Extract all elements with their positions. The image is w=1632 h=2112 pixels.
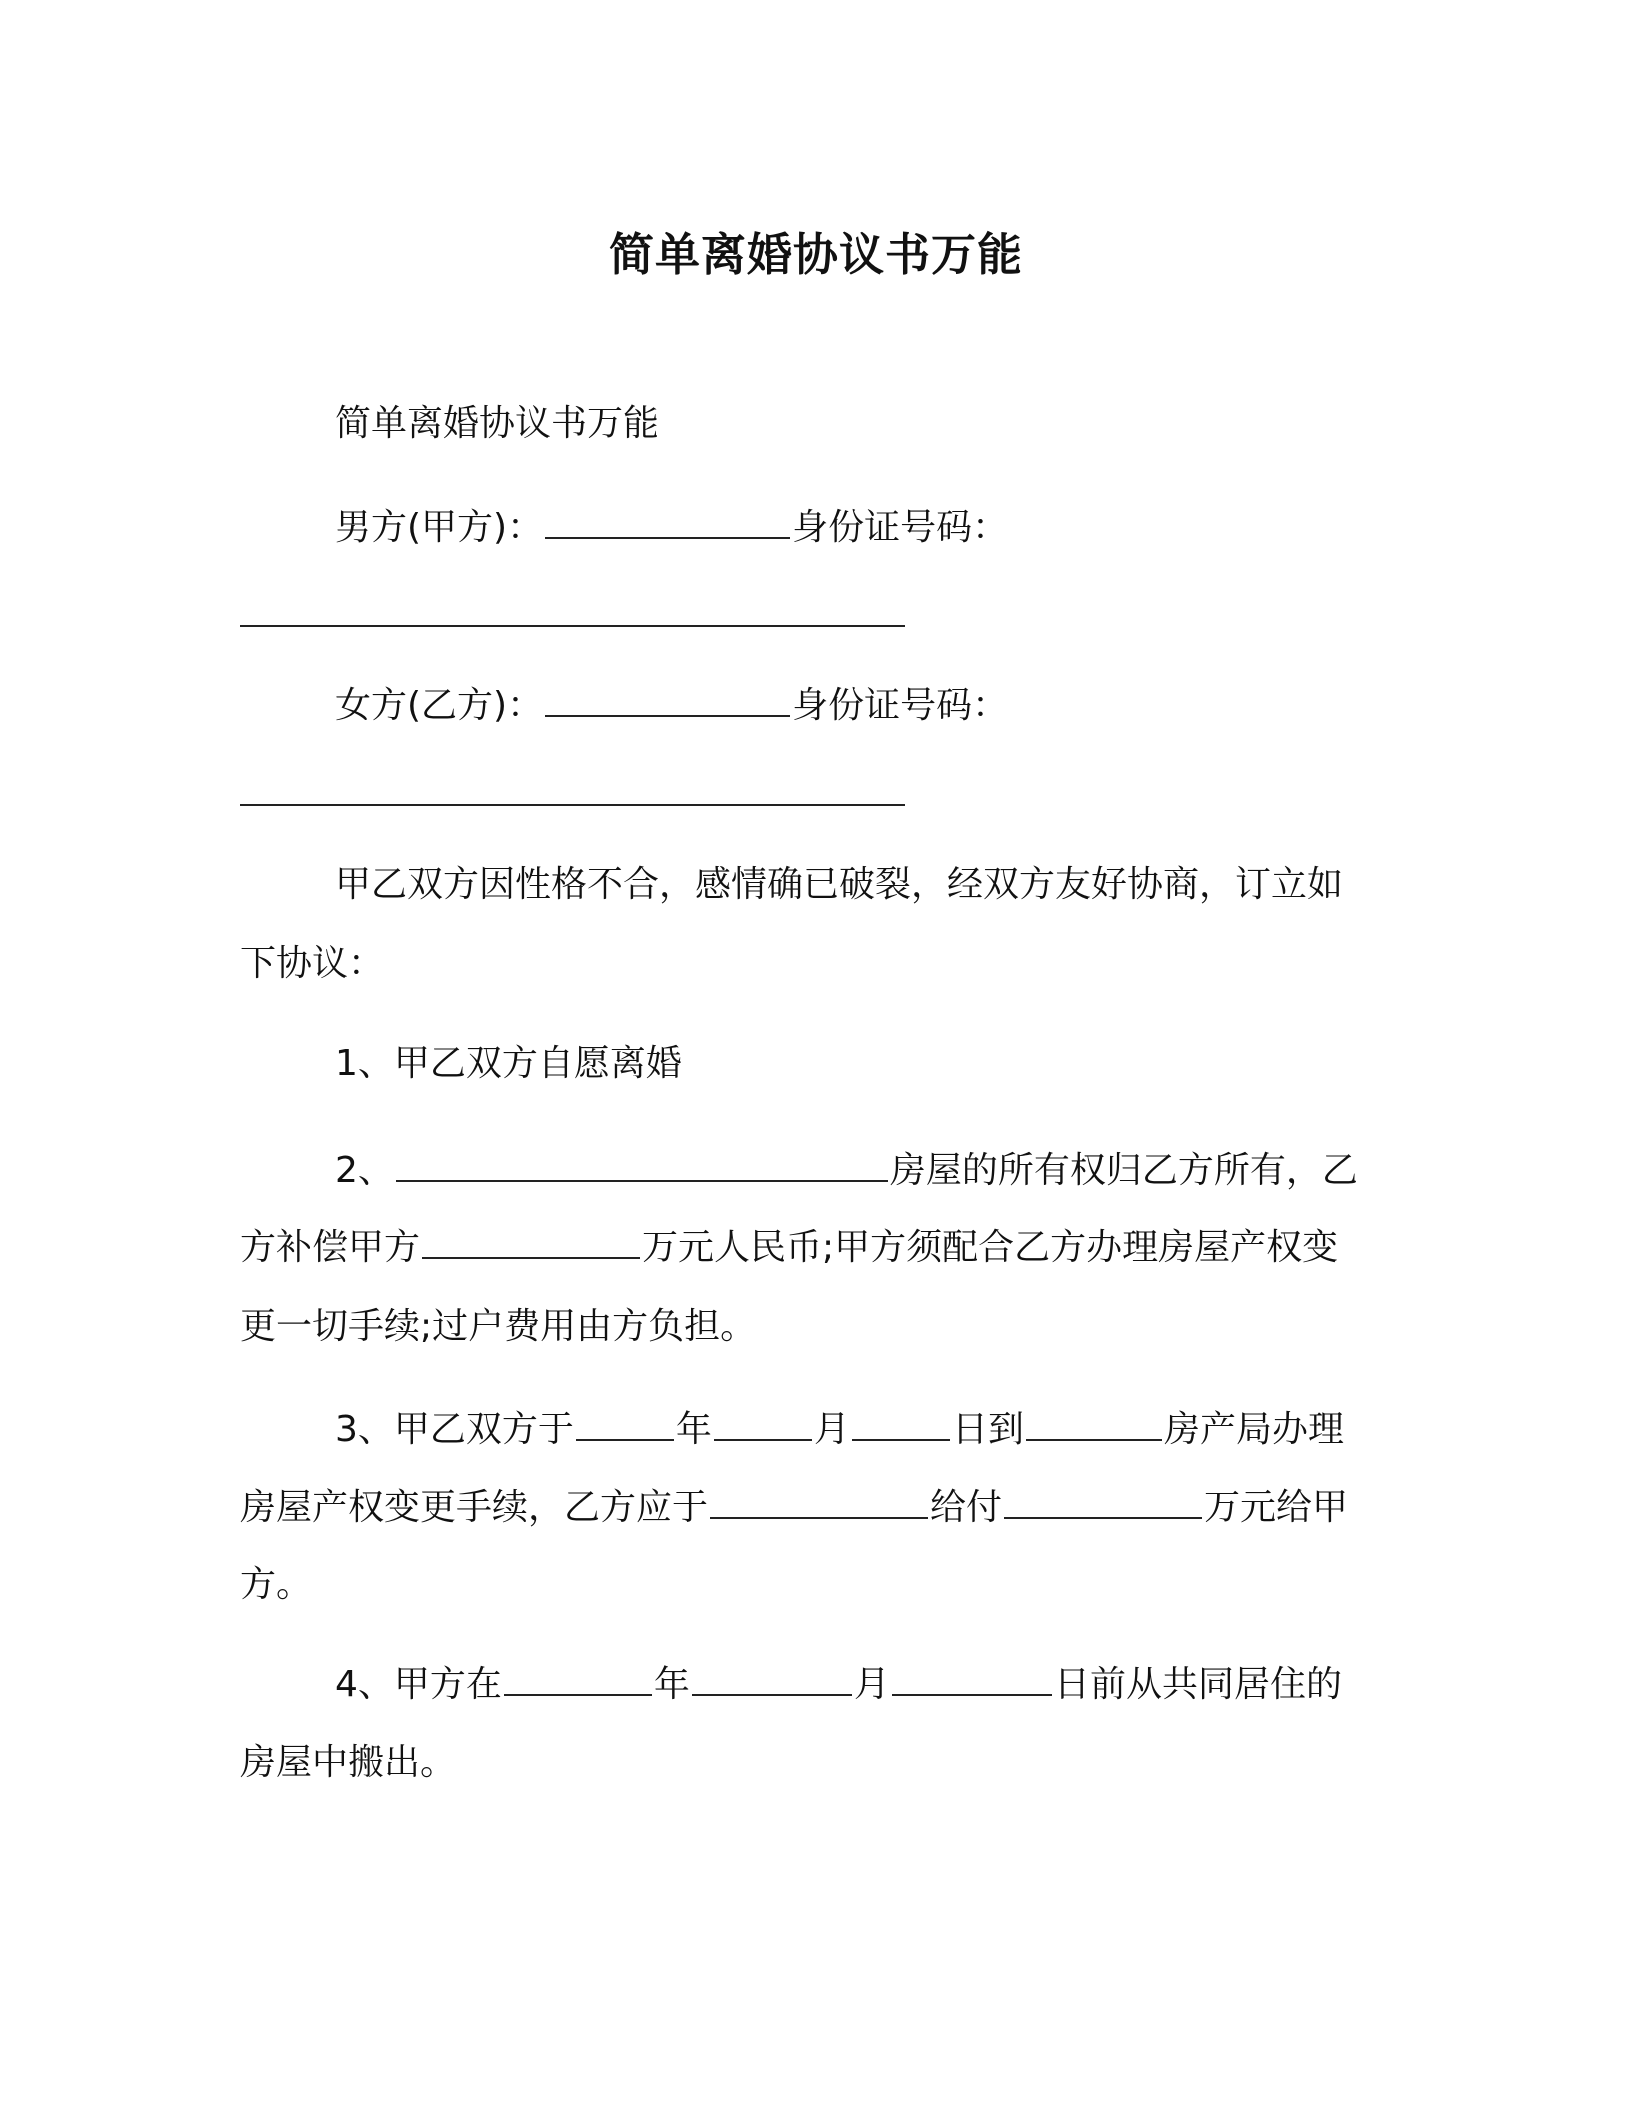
clause-4-month-blank [692,1660,852,1696]
clause-4-line-1 [240,1645,1480,1724]
house-blank [396,1146,888,1182]
clause-3-prefix: 3、甲乙双方于 [335,1409,574,1450]
clause-3-bureau: 房产局办理 [1163,1409,1344,1450]
clause-3-bureau-blank [1026,1405,1162,1441]
clause-2-part1: 房屋的所有权归乙方所有，乙 [889,1150,1358,1191]
clause-3-amount: 万元给甲 [1204,1487,1349,1528]
clause-2-line-2 [240,1208,1385,1287]
preamble-line-1: 甲乙双方因性格不合，感情确已破裂，经双方友好协商，订立如 [335,864,1344,905]
document-title: 简单离婚协议书万能 [608,228,1023,281]
female-id-blank [240,804,905,806]
clause-3-pay: 给付 [930,1487,1003,1528]
clause-2-line-3: 更一切手续;过户费用由方负担。 [240,1306,757,1347]
clause-3-amount-blank [1004,1483,1202,1519]
female-name-blank [545,681,790,717]
clause-4-suffix: 日前从共同居住的 [1053,1664,1342,1705]
clause-3-day-blank [852,1405,950,1441]
clause-2-part3: 万元人民币;甲方须配合乙方办理房屋产权变 [642,1227,1339,1268]
female-party-line [240,666,1480,745]
clause-3-part2: 房屋产权变更手续，乙方应于 [240,1487,709,1528]
clause-4-line-2: 房屋中搬出。 [240,1742,457,1783]
clause-4-prefix: 4、甲方在 [335,1664,502,1705]
male-party-label: 男方(甲方)： [335,507,544,548]
clause-3-line-2 [240,1468,1385,1547]
clause-3-date-blank [710,1483,928,1519]
document-subtitle: 简单离婚协议书万能 [335,403,660,444]
clause-2-part2: 方补偿甲方 [240,1227,421,1268]
clause-4-day-blank [892,1660,1052,1696]
clause-4-month: 月 [853,1664,890,1705]
clause-1: 1、甲乙双方自愿离婚 [335,1043,682,1084]
male-id-blank [240,625,905,627]
clause-2-prefix: 2、 [335,1150,394,1191]
preamble-line-2: 下协议： [240,943,385,984]
female-id-label: 身份证号码： [792,685,1009,726]
clause-2-line-1 [240,1131,1480,1210]
clause-3-day-to: 日到 [951,1409,1024,1450]
female-party-label: 女方(乙方)： [335,685,544,726]
clause-3-year-blank [576,1405,674,1441]
male-party-line [240,488,1480,567]
compensation-blank [422,1223,640,1259]
male-id-label: 身份证号码： [792,507,1009,548]
clause-4-year-blank [504,1660,652,1696]
clause-3-line-1 [240,1390,1480,1469]
clause-3-year: 年 [675,1409,712,1450]
clause-3-month: 月 [813,1409,850,1450]
clause-3-month-blank [714,1405,812,1441]
male-name-blank [545,503,790,539]
clause-4-year: 年 [653,1664,690,1705]
clause-3-line-3: 方。 [240,1564,313,1605]
